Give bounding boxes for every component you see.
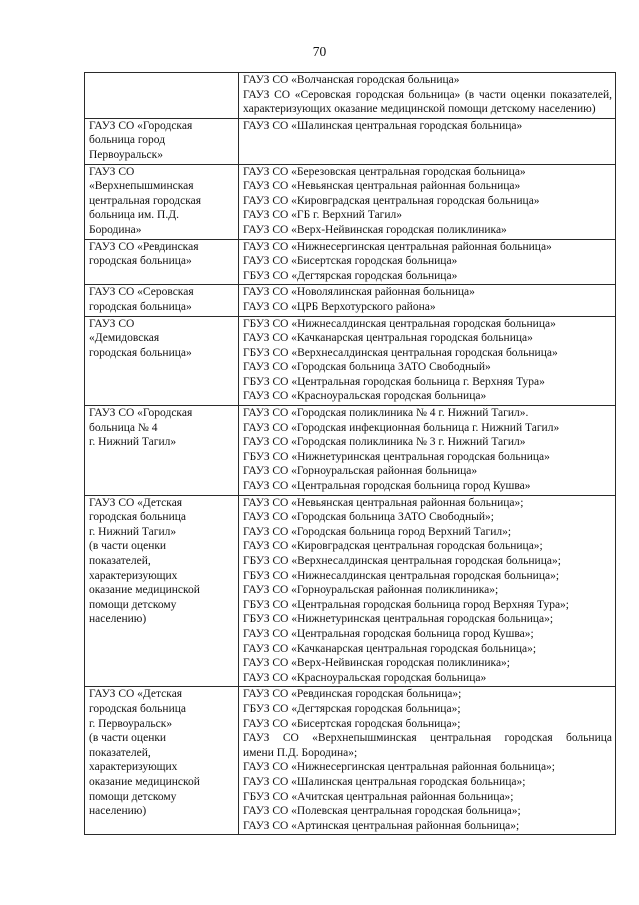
lead-institution-line: «Верхнепышминская [89,180,194,193]
lead-institution-line: городская больница» [89,346,192,359]
lead-institution-cell [85,73,239,119]
attached-institution-entry: ГБУЗ СО «Нижнетуринская центральная городская больница»; [243,613,554,626]
lead-institution-line: ГАУЗ СО «Городская [89,407,193,420]
table-row [85,285,616,316]
attached-institution-entry: ГАУЗ СО «Городская больница город Верхний Тагил»; [243,525,512,538]
lead-institution-line: центральная городская [89,194,202,207]
attached-institution-entry: ГАУЗ СО «Горноуральская районная поликлиника»; [243,584,499,597]
table-body [85,73,616,835]
lead-institution-line: показателей, [89,555,151,567]
attached-institution-entry: ГАУЗ СО «Центральная городская больница город Кушва» [243,480,531,493]
attached-institution-entry: ГБУЗ СО «Дегтярская городская больница»; [243,702,461,715]
attached-institution-entry: ГАУЗ СО «Красноуральская городская больница» [243,671,487,684]
attached-institution-entry: ГАУЗ СО «ГБ г. Верхний Тагил» [243,209,403,222]
lead-institution-line: городская больница» [89,255,192,268]
attached-institution-entry: ГАУЗ СО «Верхнепышминская центральная городская больница [243,732,612,745]
attached-institutions-cell [239,687,616,835]
lead-institution-line: помощи детскому [89,790,177,803]
attached-institution-entry: ГАУЗ СО «Невьянская центральная районная больница» [243,180,521,193]
attached-institution-entry: ГАУЗ СО «Кировградская центральная городская больница»; [243,540,543,553]
lead-institution-line: Первоуральск» [89,148,163,161]
attached-institution-entry: ГАУЗ СО «Шалинская центральная городская больница»; [243,775,526,788]
table-row [85,164,616,239]
lead-institution-line: ГАУЗ СО «Детская [89,496,183,509]
lead-institution-cell [85,316,239,406]
attached-institutions-cell [239,406,616,496]
attached-institution-entry: ГБУЗ СО «Центральная городская больница город Верхняя Тура»; [243,598,569,611]
hospital-assignment-table [84,72,616,835]
attached-institutions-cell [239,495,616,687]
lead-institution-line: Бородина» [89,223,142,236]
attached-institutions-cell [239,73,616,119]
table-row [85,316,616,406]
lead-institution-cell [85,164,239,239]
attached-institution-entry: ГАУЗ СО «Березовская центральная городская больница» [243,165,526,178]
attached-institution-entry: ГАУЗ СО «Серовская городская больница» (в части оценки показателей, характеризующих оказание медицинской помощи детскому населению) [243,88,612,116]
lead-institution-line: г. Нижний Тагил» [89,436,177,449]
lead-institution-line: ГАУЗ СО «Детская [89,688,183,701]
lead-institution-line: ГАУЗ СО «Серовская [89,286,194,299]
attached-institutions-cell [239,164,616,239]
lead-institution-line: больница город [89,134,166,147]
attached-institution-entry: ГБУЗ СО «Верхнесалдинская центральная городская больница»; [243,555,561,567]
attached-institutions-cell [239,239,616,285]
lead-institution-line: ГАУЗ СО «Ревдинская [89,240,199,253]
lead-institution-line: оказание медицинской [89,775,200,788]
attached-institutions-cell [239,316,616,406]
attached-institution-entry: ГАУЗ СО «Красноуральская городская больница» [243,390,487,403]
table-row [85,73,616,119]
attached-institution-entry: ГАУЗ СО «Бисертская городская больница»; [243,717,461,730]
attached-institutions-cell [239,118,616,164]
attached-institution-entry: имени П.Д. Бородина»; [243,746,358,759]
page-number: 70 [312,44,327,59]
lead-institution-line: помощи детскому [89,598,177,611]
attached-institution-entry: ГБУЗ СО «Нижнесалдинская центральная городская больница»; [243,569,560,582]
attached-institution-entry: ГАУЗ СО «Полевская центральная городская больница»; [243,805,521,818]
attached-institution-entry: ГАУЗ СО «Артинская центральная районная больница»; [243,819,520,832]
lead-institution-line: ГАУЗ СО «Городская [89,119,193,132]
lead-institution-line: г. Нижний Тагил» [89,525,177,538]
attached-institution-entry: ГБУЗ СО «Нижнетуринская центральная городская больница» [243,450,550,463]
lead-institution-line: городская больница» [89,300,192,313]
attached-institution-entry: ГАУЗ СО «Нижнесергинская центральная районная больница»; [243,761,555,774]
attached-institution-entry: ГАУЗ СО «Городская больница ЗАТО Свободный» [243,361,491,374]
attached-institution-entry: ГАУЗ СО «Шалинская центральная городская больница» [243,119,523,132]
table-row [85,406,616,496]
table-row [85,239,616,285]
lead-institution-cell [85,495,239,687]
lead-institution-line: ГАУЗ СО [89,165,135,178]
attached-institution-entry: ГАУЗ СО «ЦРБ Верхотурского района» [243,300,436,313]
attached-institution-entry: ГАУЗ СО «Городская поликлиника № 4 г. Нижний Тагил». [243,407,529,420]
lead-institution-line: оказание медицинской [89,584,200,597]
table-row [85,118,616,164]
attached-institution-entry: ГАУЗ СО «Невьянская центральная районная больница»; [243,496,524,509]
lead-institution-line: г. Первоуральск» [89,717,173,730]
attached-institution-entry: ГБУЗ СО «Ачитская центральная районная больница»; [243,790,514,803]
lead-institution-line: характеризующих [89,569,178,582]
attached-institution-entry: ГАУЗ СО «Новолялинская районная больница» [243,286,475,299]
attached-institution-entry: ГБУЗ СО «Верхнесалдинская центральная городская больница» [243,346,558,359]
lead-institution-line: городская больница [89,702,186,715]
attached-institution-entry: ГАУЗ СО «Волчанская городская больница» [243,74,460,86]
lead-institution-line: населению) [89,805,147,818]
attached-institution-entry: ГАУЗ СО «Городская больница ЗАТО Свободный»; [243,511,494,524]
attached-institution-entry: ГАУЗ СО «Кировградская центральная городская больница» [243,194,540,207]
lead-institution-line: населению) [89,613,147,626]
table-row [85,495,616,687]
lead-institution-line: больница им. П.Д. [89,209,179,222]
table-row [85,687,616,835]
lead-institution-cell [85,239,239,285]
lead-institution-line: характеризующих [89,761,178,774]
lead-institution-line: (в части оценки [89,732,167,745]
lead-institution-cell [85,118,239,164]
attached-institution-entry: ГАУЗ СО «Ревдинская городская больница»; [243,688,462,701]
lead-institution-line: (в части оценки [89,540,167,553]
attached-institution-entry: ГАУЗ СО «Бисертская городская больница» [243,255,458,268]
attached-institution-entry: ГАУЗ СО «Качканарская центральная городская больница»; [243,642,537,655]
attached-institution-entry: ГБУЗ СО «Центральная городская больница г. Верхняя Тура» [243,375,545,388]
attached-institution-entry: ГАУЗ СО «Городская поликлиника № 3 г. Нижний Тагил» [243,436,526,449]
lead-institution-cell [85,687,239,835]
attached-institution-entry: ГАУЗ СО «Нижнесергинская центральная районная больница» [243,240,552,253]
attached-institutions-cell [239,285,616,316]
lead-institution-cell [85,406,239,496]
attached-institution-entry: ГАУЗ СО «Городская инфекционная больница г. Нижний Тагил» [243,421,560,434]
lead-institution-cell [85,285,239,316]
lead-institution-line: городская больница [89,511,186,524]
attached-institution-entry: ГАУЗ СО «Качканарская центральная городская больница» [243,332,533,345]
attached-institution-entry: ГАУЗ СО «Верх-Нейвинская городская поликлиника»; [243,657,510,670]
lead-institution-line: «Демидовская [89,332,160,345]
attached-institution-entry: ГБУЗ СО «Дегтярская городская больница» [243,269,458,282]
lead-institution-line: больница № 4 [89,421,158,434]
lead-institution-line: ГАУЗ СО [89,317,135,330]
attached-institution-entry: ГАУЗ СО «Верх-Нейвинская городская поликлиника» [243,223,507,236]
attached-institution-entry: ГАУЗ СО «Горноуральская районная больница» [243,465,478,478]
attached-institution-entry: ГБУЗ СО «Нижнесалдинская центральная городская больница» [243,317,556,330]
lead-institution-line: показателей, [89,746,151,759]
attached-institution-entry: ГАУЗ СО «Центральная городская больница город Кушва»; [243,627,534,640]
